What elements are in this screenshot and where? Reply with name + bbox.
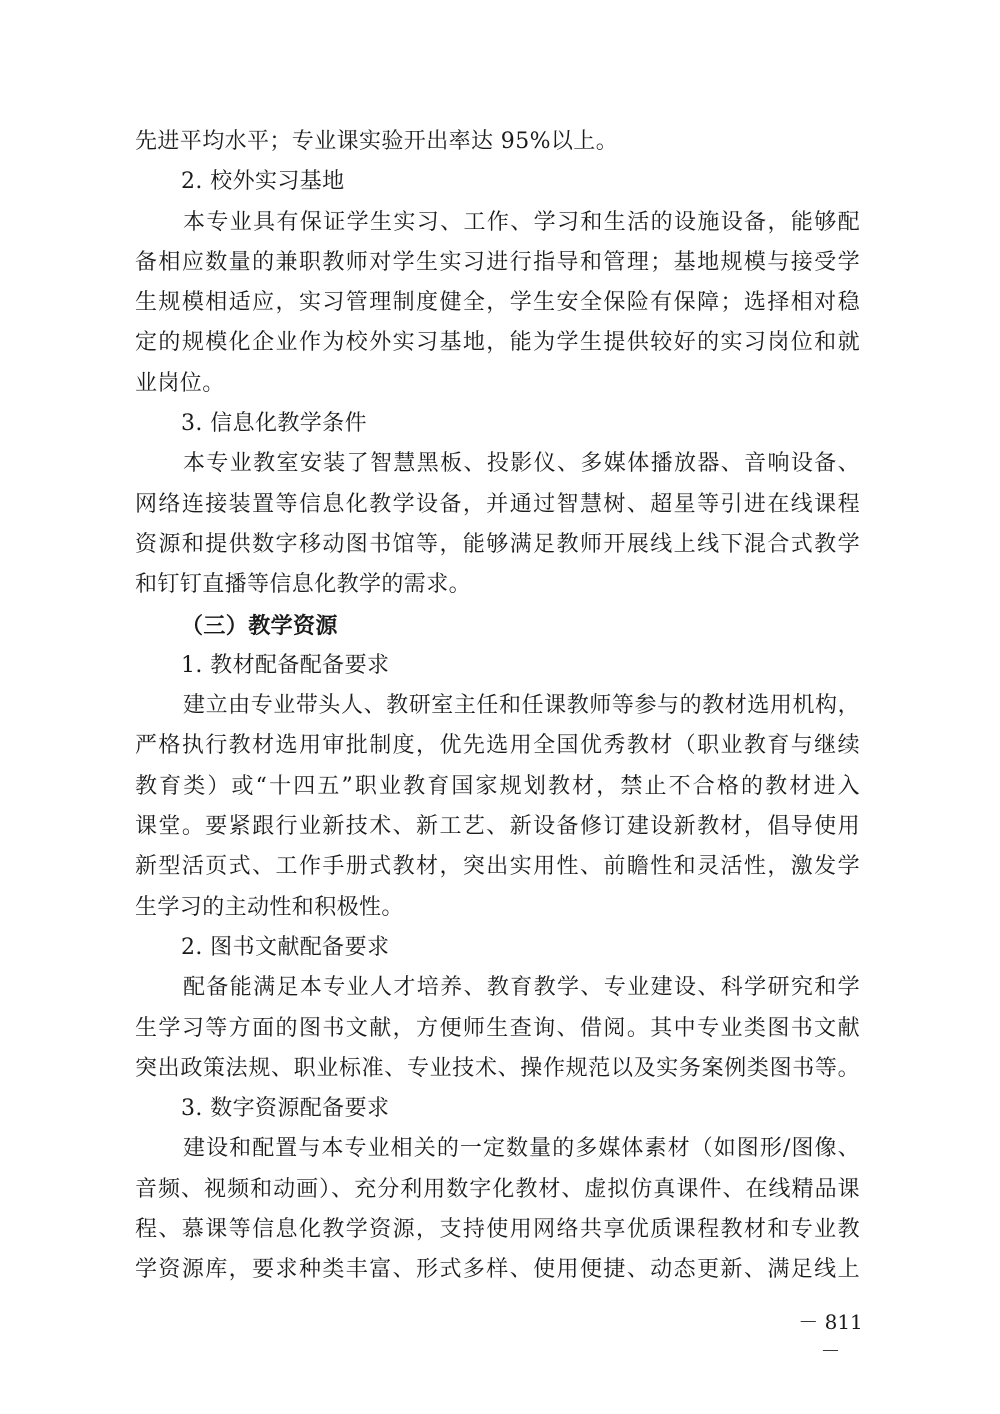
body-text-line: 网络连接装置等信息化教学设备，并通过智慧树、超星等引进在线课程 (135, 491, 860, 517)
body-text-line: 音频、视频和动画）、充分利用数字化教材、虚拟仿真课件、在线精品课 (135, 1176, 860, 1202)
body-text-line: 教育类）或“十四五”职业教育国家规划教材，禁止不合格的教材进入 (135, 773, 860, 799)
section-heading: （三）教学资源 (181, 612, 338, 639)
subsection-heading: 1. 教材配备配备要求 (181, 652, 390, 678)
body-text-line: 严格执行教材选用审批制度，优先选用全国优秀教材（职业教育与继续 (135, 733, 860, 759)
body-text-line: 本专业具有保证学生实习、工作、学习和生活的设施设备，能够配 (183, 209, 860, 235)
body-text-line: 建设和配置与本专业相关的一定数量的多媒体素材（如图形/图像、 (183, 1136, 860, 1162)
body-text-line: 建立由专业带头人、教研室主任和任课教师等参与的教材选用机构， (183, 693, 860, 719)
body-text-line: 备相应数量的兼职教师对学生实习进行指导和管理；基地规模与接受学 (135, 249, 860, 275)
body-text-line: 学资源库，要求种类丰富、形式多样、使用便捷、动态更新、满足线上 (135, 1257, 860, 1283)
subsection-heading: 3. 数字资源配备要求 (181, 1096, 390, 1122)
body-text-line: 和钉钉直播等信息化教学的需求。 (135, 572, 472, 598)
body-text-line: 生学习的主动性和积极性。 (135, 894, 404, 920)
body-text-line: 业岗位。 (135, 370, 225, 396)
document-body (135, 122, 860, 1291)
subsection-heading: 3. 信息化教学条件 (181, 411, 367, 437)
body-text-line: 先进平均水平；专业课实验开出率达 95%以上。 (135, 129, 619, 154)
body-text-line: 生学习等方面的图书文献，方便师生查询、借阅。其中专业类图书文献 (135, 1015, 860, 1041)
body-text-line: 程、慕课等信息化教学资源，支持使用网络共享优质课程教材和专业教 (135, 1217, 860, 1243)
body-text-line: 配备能满足本专业人才培养、教育教学、专业建设、科学研究和学 (183, 975, 860, 1001)
body-text-line: 生规模相适应，实习管理制度健全，学生安全保险有保障；选择相对稳 (135, 290, 860, 316)
subsection-heading: 2. 校外实习基地 (181, 169, 345, 195)
body-text-line: 资源和提供数字移动图书馆等，能够满足教师开展线上线下混合式教学 (135, 531, 860, 557)
body-text-line: 突出政策法规、职业标准、专业技术、操作规范以及实务案例类图书等。 (135, 1055, 860, 1081)
page-number: － 811 － (798, 1310, 863, 1363)
body-text-line: 定的规模化企业作为校外实习基地，能为学生提供较好的实习岗位和就 (135, 330, 860, 356)
body-text-line: 课堂。要紧跟行业新技术、新工艺、新设备修订建设新教材，倡导使用 (135, 814, 860, 840)
body-text-line: 本专业教室安装了智慧黑板、投影仪、多媒体播放器、音响设备、 (183, 451, 860, 477)
body-text-line: 新型活页式、工作手册式教材，突出实用性、前瞻性和灵活性，激发学 (135, 854, 860, 880)
subsection-heading: 2. 图书文献配备要求 (181, 934, 390, 960)
